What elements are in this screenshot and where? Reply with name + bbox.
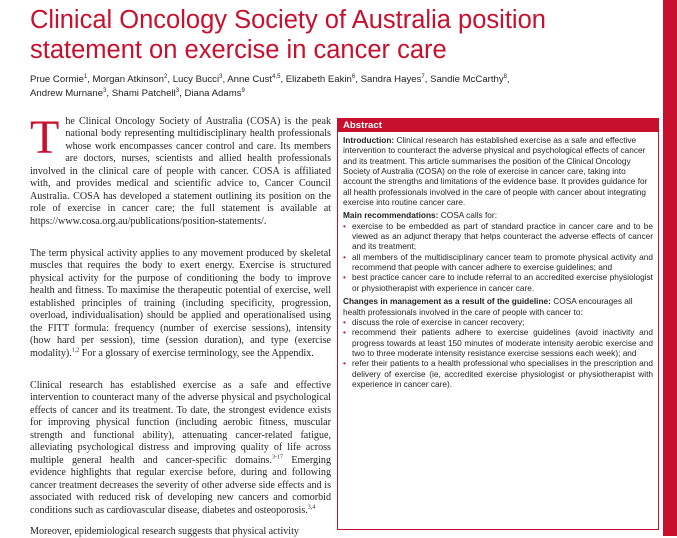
citation-ref: 3-17 [272, 454, 284, 461]
author-affiliation: 2 [164, 73, 168, 80]
author-affiliation: 9 [241, 87, 245, 94]
abstract-changes-in-management [343, 296, 653, 317]
author-affiliation: 8 [503, 73, 507, 80]
position-statement-link[interactable]: https://www.cosa.org.au/publications/position-statements/ [30, 215, 264, 227]
physical-activity-paragraph [30, 248, 331, 360]
abstract-intro-text: Clinical research has established exercise as a safe and effective intervention to counteract the adverse physical and psychological effects of cancer and its treatment. This article summarises the position of the Clinical Oncology Society of Australia (COSA) on the role of exercise in cancer care, taking into account the strengths and limitations of the evidence base. It provides guidance for all health professionals involved in the care of people with cancer about integrating exercise into routine cancer care. [343, 135, 648, 208]
author [430, 74, 507, 85]
abstract-heading: Abstract [338, 119, 658, 132]
epidemiology-paragraph: Moreover, epidemiological research suggests that physical activity [30, 526, 299, 537]
author-affiliation: 6 [351, 73, 356, 80]
clinical-research-text-a: Clinical research has established exercise as a safe and effective intervention to counteract many of the adverse physical and psychological effects of cancer and its treatment. To date, the strongest evidence exists for improving physical function (including aerobic fitness, muscular strength and functional ability), attenuating cancer-related fatigue, alleviating psychological distress and improving quality of life across multiple general health and cancer-specific domains. [30, 380, 331, 466]
glossary-text: For a glossary of exercise terminology, see the Appendix. [79, 347, 314, 359]
main-recommendations-list [343, 221, 653, 293]
author-affiliation: 1 [83, 73, 88, 80]
intro-end: . [263, 215, 267, 227]
author [30, 74, 87, 85]
author-affiliation: 4,5 [272, 73, 281, 80]
list-item: • best practice cancer care to include referral to an accredited exercise physiologist or physiotherapist with experience in cancer care. [343, 272, 653, 293]
changes-label: Changes in management as a result of the guideline: [343, 296, 551, 307]
author [93, 74, 168, 85]
list-item: • discuss the role of exercise in cancer recovery; [343, 317, 653, 327]
abstract-intro-label: Introduction: [343, 135, 395, 145]
physical-activity-text: The term physical activity applies to any movement produced by skeletal muscles that requires the body to exert energy. Exercise is structured physical activity for the purpose of conditioning the body to improve health and fitness. To maximise the therapeutic potential of exercise, well established principles of training (including specificity, progression, overload, individualisation) should be applied and operationalised using the FITT formula: frequency (number of exercise sessions), intensity (how hard per session), time (session duration), and type (exercise modality). [30, 248, 331, 359]
author-name: Lucy Bucci [172, 74, 220, 85]
author-affiliation: 3 [103, 87, 107, 94]
citation-ref: 3,4 [307, 504, 316, 511]
citation-ref: 1,2 [71, 347, 80, 354]
author-affiliation: 3 [175, 87, 180, 94]
list-item: • all members of the multidisciplinary cancer team to promote physical activity and recommend that people with cancer adhere to exercise guidelines; and [343, 252, 653, 273]
changes-text: COSA encourages all health professionals involved in the care of people with cancer to: [343, 296, 633, 317]
drop-cap: T [30, 111, 60, 164]
author-name: Prue Cormie [30, 74, 84, 85]
changes-list [343, 317, 653, 389]
author-name: Shami Patchell [111, 88, 176, 99]
author [286, 74, 355, 85]
author [173, 74, 223, 85]
list-item: • recommend their patients adhere to exercise guidelines (avoid inactivity and progress towards at least 150 minutes of moderate intensity aerobic exercise and two to three moderate intensity resistance exercise sessions each week); and [343, 327, 653, 358]
author-name: Sandra Hayes [360, 74, 422, 85]
journal-accent-bar [663, 0, 677, 536]
author-name: Andrew Murnane [30, 88, 104, 99]
abstract-introduction [343, 135, 653, 207]
author-name: Sandie McCarthy [430, 74, 504, 85]
author [184, 88, 244, 99]
main-recommendations-text: COSA calls for: [438, 210, 497, 221]
author [30, 88, 106, 99]
clinical-research-text-b: Emerging evidence highlights that regular exercise before, during and following cancer treatment decreases the severity of other adverse side effects and is associated with reduced risk of developing new cancers and comorbid conditions such as cardiovascular disease, diabetes and osteoporosis. [30, 454, 332, 516]
author-affiliation: 7 [421, 73, 425, 80]
author-name: Elizabeth Eakin [285, 74, 352, 85]
author-list: Prue Cormie$^1$, Morgan Atkinson$^2$, Lucy Bucci$^3$, Anne Cust$^{4,5}$, Elizabeth Eakin$^6$, Sandra Hayes$^7$, Sandie McCarthy$^8$, Andrew Murnane$^3$, Shami Patchell$^3$, Diana Adams$^9$ [30, 73, 510, 99]
author-name: Anne Cust [227, 74, 273, 85]
intro-text: he Clinical Oncology Society of Australia (COSA) is the peak national body representing multidisciplinary health professionals whose work encompasses cancer control and care. Its members are doctors, nurses, scientists and allied health professionals involved in the clinical care of people with cancer. COSA is affiliated with, and provides medical and scientific advice to, Cancer Council Australia. COSA has developed a statement outlining its position on the role of exercise in cancer care; the full statement is available at [30, 116, 331, 215]
main-recommendations-label: Main recommendations: [343, 210, 439, 221]
abstract-main-recommendations [343, 210, 653, 220]
abstract-box [337, 118, 659, 530]
author [112, 88, 179, 99]
article-title: Clinical Oncology Society of Australia position statement on exercise in cancer care [30, 6, 546, 64]
list-item: • refer their patients to a health professional who specialises in the prescription and delivery of exercise (ie, accredited exercise physiologist or physiotherapist with experience in cancer care). [343, 358, 653, 389]
clinical-research-paragraph [30, 380, 331, 517]
author [361, 74, 425, 85]
author-name: Morgan Atkinson [92, 74, 165, 85]
author-affiliation: 3 [219, 73, 223, 80]
intro-paragraph [30, 111, 331, 228]
author-name: Diana Adams [184, 88, 242, 99]
list-item: • exercise to be embedded as part of standard practice in cancer care and to be viewed as an adjunct therapy that helps counteract the adverse effects of cancer and its treatment; [343, 221, 653, 252]
author [227, 74, 280, 85]
